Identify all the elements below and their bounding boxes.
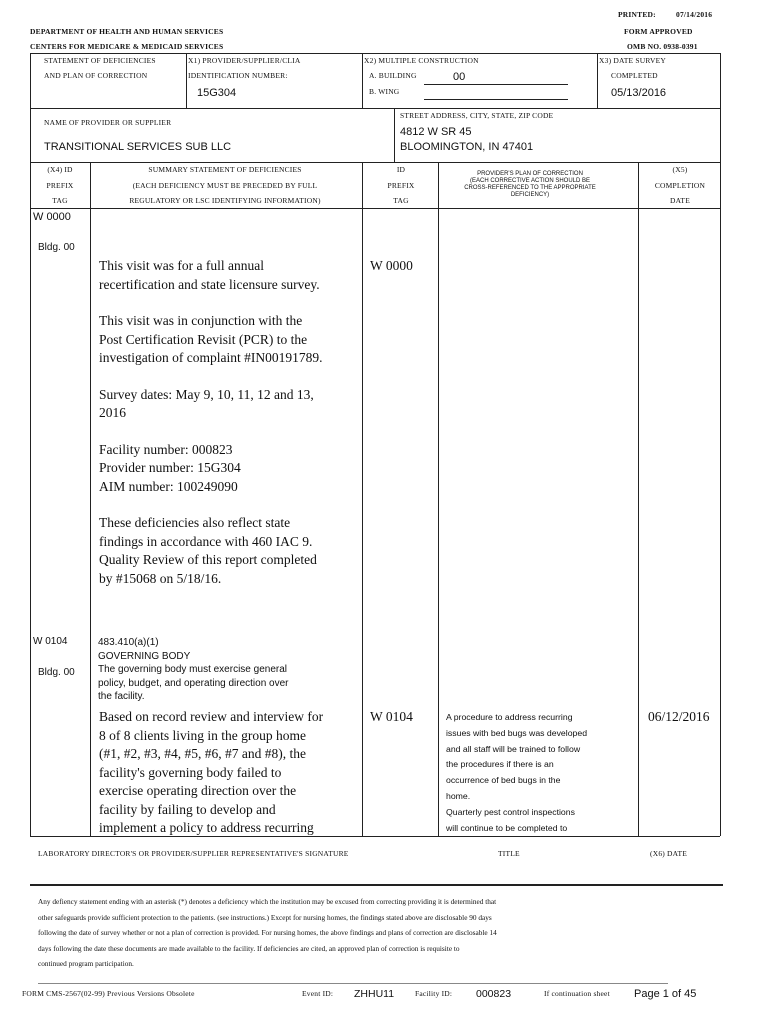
footnote-line: Any defiency statement ending with an asterisk (*) denotes a deficiency which the institution may be excused from correcting providing it is determined that [38,897,497,906]
event-id-label: Event ID: [302,989,334,998]
plan-line: occurrence of bed bugs in the [446,775,561,786]
footer-rule [38,983,668,984]
summary-line: Facility number: 000823 [99,441,233,457]
summary-line: by #15068 on 5/18/16. [99,570,222,586]
finding-line: Based on record review and interview for [99,709,324,724]
footnote [38,894,718,972]
building-underline [424,84,568,85]
box-left-border [30,53,31,163]
entry1-paragraph [99,312,361,368]
facility-id-label: Facility ID: [415,989,453,998]
entry1-tag: W 0000 [33,211,71,223]
footnote-line: continued program participation. [38,959,134,969]
statement-label-1: STATEMENT OF DEFICIENCIES [44,56,156,65]
finding-line: 8 of 8 clients living in the group home [99,727,306,743]
x4-header-2: PREFIX [46,181,74,190]
grid-right-border [720,162,721,836]
page-number: Page 1 of 45 [634,988,697,1000]
entry2-finding [99,708,361,838]
title-label: TITLE [498,849,520,858]
grid-divider-plan [638,162,639,836]
plan-header-1: PROVIDER'S PLAN OF CORRECTION [477,171,583,177]
plan-header-2: (EACH CORRECTIVE ACTION SHOULD BE [469,178,591,184]
regulation-line: the facility. [98,691,145,702]
entry2-completion-date: 06/12/2016 [648,709,710,724]
provider-name-value: TRANSITIONAL SERVICES SUB LLC [44,141,232,153]
box-right-border [720,53,721,163]
entry2-id-tag: W 0104 [370,709,413,724]
signature-date-label: (X6) DATE [650,849,688,858]
regulation-line: The governing body must exercise general [98,664,287,675]
entry2-regulation [98,636,360,704]
provider-id-value: 15G304 [197,87,237,99]
facility-id-value: 000823 [476,988,512,1000]
finding-line: (#1, #2, #3, #4, #5, #6, #7 and #8), the [99,746,306,761]
summary-line: Quality Review of this report completed [99,552,317,567]
address-line-1: 4812 W SR 45 [400,126,472,138]
regulation-line: 483.410(a)(1) [98,637,159,648]
summary-line: Post Certification Revisit (PCR) to the [99,331,308,347]
box1-divider-2 [362,53,363,108]
wing-label: B. WING [369,87,400,96]
x2-label: X2) MULTIPLE CONSTRUCTION [364,56,479,65]
survey-date-value: 05/13/2016 [611,87,667,99]
finding-line: facility's governing body failed to [99,764,282,780]
id-header-1: ID [396,165,406,174]
box1-top-border [30,53,720,54]
summary-line: recertification and state licensure survey. [99,276,320,292]
summary-line: These deficiencies also reflect state [99,515,291,530]
grid-divider-prefix [90,162,91,836]
printed-date: 07/14/2016 [676,10,713,19]
form-number: FORM CMS-2567(02-99) Previous Versions Obsolete [22,989,195,998]
entry1-paragraph [99,514,361,588]
entry1-paragraph [99,386,361,423]
box2-divider [394,108,395,162]
summary-line: 2016 [99,405,126,420]
id-header-2: PREFIX [387,181,415,190]
omb-number: OMB NO. 0938-0391 [627,42,698,51]
signature-label: LABORATORY DIRECTOR'S OR PROVIDER/SUPPLIER REPRESENTATIVE'S SIGNATURE [38,849,349,858]
centers-title: CENTERS FOR MEDICARE & MEDICAID SERVICES [30,42,224,51]
entry1-paragraph [99,441,361,497]
entry1-summary [99,257,361,588]
summary-line: investigation of complaint #IN00191789. [99,350,323,365]
footnote-line: other safeguards provide sufficient protection to the patients. (see instructions.) Except for nursing homes, the findings stated above are disclosable 90 days [38,912,492,922]
entry2-tag: W 0104 [33,636,68,647]
plan-line: Quarterly pest control inspections [446,806,575,817]
summary-line: AIM number: 100249090 [99,478,238,494]
x4-header-1: (X4) ID [47,165,73,174]
x5-header-1: (X5) [672,165,688,174]
grid-divider-summary [362,162,363,836]
building-value: 00 [453,71,466,83]
summary-line: Survey dates: May 9, 10, 11, 12 and 13, [99,386,314,402]
id-header-3: TAG [393,196,409,205]
plan-line: the procedures if there is an [446,759,554,770]
entry1-id-tag: W 0000 [370,258,413,273]
finding-line: implement a policy to address recurring [99,820,314,835]
summary-line: This visit was for a full annual [99,258,264,273]
box1-divider-3 [597,53,598,108]
x5-header-3: DATE [670,196,690,205]
finding-line: exercise operating direction over the [99,783,297,798]
entry2-plan [446,710,636,836]
grid-left-border [30,162,31,836]
plan-line: issues with bed bugs was developed [446,727,588,738]
column-header-bottom-border [30,208,720,209]
summary-line: This visit was in conjunction with the [99,313,303,328]
plan-line: will continue to be completed to [446,822,568,833]
event-id-value: ZHHU11 [354,988,395,1000]
summary-header-3: REGULATORY OR LSC IDENTIFYING INFORMATION) [129,196,321,205]
building-label: A. BUILDING [369,71,417,80]
regulation-line: policy, budget, and operating direction over [98,677,289,689]
summary-line: findings in accordance with 460 IAC 9. [99,533,313,549]
continuation-label: If continuation sheet [544,989,610,998]
x3-label-1: X3) DATE SURVEY [599,56,666,65]
address-label: STREET ADDRESS, CITY, STATE, ZIP CODE [400,111,554,120]
box1-bottom-border [30,108,720,109]
plan-line: A procedure to address recurring [446,712,573,722]
box1-divider-1 [186,53,187,108]
x1-label-1: X1) PROVIDER/SUPPLIER/CLIA [188,56,301,65]
statement-label-2: AND PLAN OF CORRECTION [44,71,148,80]
address-line-2: BLOOMINGTON, IN 47401 [400,141,534,153]
grid-divider-id [438,162,439,836]
footnote-line: days following the date these documents are made available to the facility. If deficiencies are cited, an approved plan of correction is requisite to [38,943,460,953]
plan-line: and all staff will be trained to follow [446,743,581,754]
entry1-bldg: Bldg. 00 [38,242,75,253]
entry1-paragraph [99,257,361,294]
summary-line: Provider number: 15G304 [99,460,241,475]
regulation-line: GOVERNING BODY [98,650,191,662]
plan-header-4: DEFICIENCY) [510,192,550,198]
printed-label: PRINTED: [618,10,656,19]
entry2-bldg: Bldg. 00 [38,667,75,678]
x3-label-2: COMPLETED [611,71,658,80]
x5-header-2: COMPLETION [654,181,706,190]
plan-line: home. [446,790,471,801]
footnote-line: following the date of survey whether or not a plan of correction is provided. For nursing homes, the above findings and plans of correction are disclosable 14 [38,928,497,938]
box2-bottom-border [30,162,720,163]
x1-label-2: IDENTIFICATION NUMBER: [188,71,288,80]
x4-header-3: TAG [52,196,68,205]
summary-header-1: SUMMARY STATEMENT OF DEFICIENCIES [148,165,302,174]
signature-rule [30,884,723,886]
wing-underline [424,99,568,100]
plan-header-3: CROSS-REFERENCED TO THE APPROPRIATE [464,185,596,191]
summary-header-2: (EACH DEFICIENCY MUST BE PRECEDED BY FULL [132,181,318,190]
department-title: DEPARTMENT OF HEALTH AND HUMAN SERVICES [30,27,224,36]
provider-name-label: NAME OF PROVIDER OR SUPPLIER [44,118,172,127]
form-approved: FORM APPROVED [624,27,693,36]
finding-line: facility by failing to develop and [99,801,276,817]
